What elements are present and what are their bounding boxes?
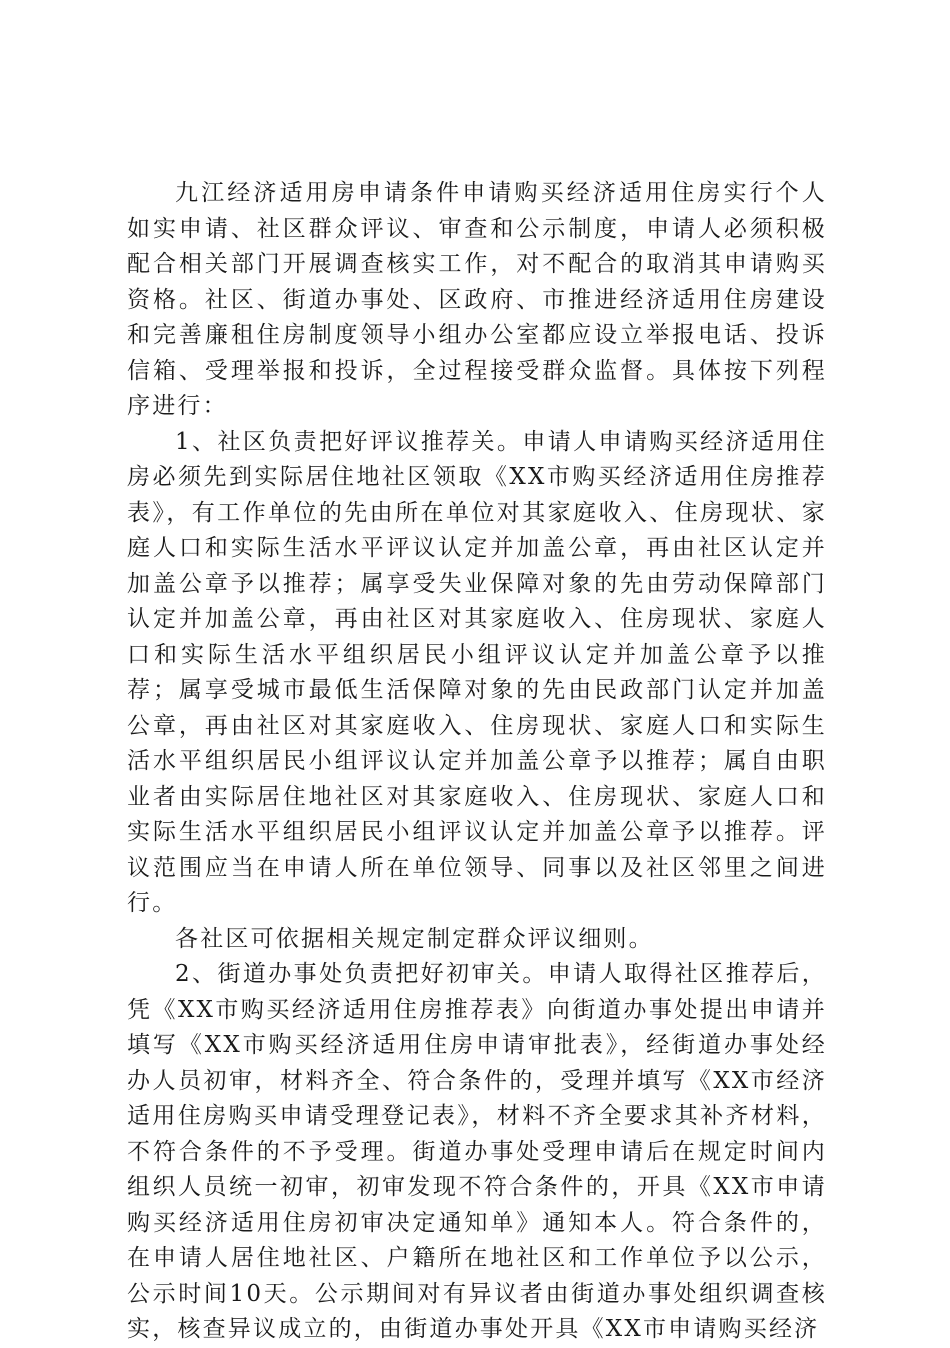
paragraph-intro: 九江经济适用房申请条件申请购买经济适用住房实行个人如实申请、社区群众评议、审查和公示制度，申请人必须积极配合相关部门开展调查核实工作，对不配合的取消其申请购买资格。社区、街道办事处、区政府、市推进经济适用住房建设和完善廉租住房制度领导小组办公室都应设立举报电话、投诉信箱、受理举报和投诉，全过程接受群众监督。具体按下列程序进行： bbox=[127, 180, 827, 419]
paragraph-note: 各社区可依据相关规定制定群众评议细则。 bbox=[175, 925, 654, 952]
paragraph-step-2: 2、街道办事处负责把好初审关。申请人取得社区推荐后，凭《XX市购买经济适用住房推荐表》向街道办事处提出申请并填写《XX市购买经济适用住房申请审批表》，经街道办事处经办人员初审，材料齐全、符合条件的，受理并填写《XX市经济适用住房购买申请受理登记表》，材料不齐全要求其补齐材料，不符合条件的不予受理。街道办事处受理申请后在规定时间内组织人员统一初审，初审发现不符合条件的，开具《XX市申请购买经济适用住房初审决定通知单》通知本人。符合条件的，在申请人居住地社区、户籍所在地社区和工作单位予以公示，公示时间10天。公示期间对有异议者由街道办事处组织调查核实，核查异议成立的，由街道办事处开具《XX市申请购买经济 bbox=[127, 961, 827, 1342]
paragraph-step-1: 1、社区负责把好评议推荐关。申请人申请购买经济适用住房必须先到实际居住地社区领取《XX市购买经济适用住房推荐表》，有工作单位的先由所在单位对其家庭收入、住房现状、家庭人口和实际生活水平评议认定并加盖公章，再由社区认定并加盖公章予以推荐；属享受失业保障对象的先由劳动保障部门认定并加盖公章，再由社区对其家庭收入、住房现状、家庭人口和实际生活水平组织居民小组评议认定并加盖公章予以推荐；属享受城市最低生活保障对象的先由民政部门认定并加盖公章，再由社区对其家庭收入、住房现状、家庭人口和实际生活水平组织居民小组评议认定并加盖公章予以推荐；属自由职业者由实际居住地社区对其家庭收入、住房现状、家庭人口和实际生活水平组织居民小组评议认定并加盖公章予以推荐。评议范围应当在申请人所在单位领导、同事以及社区邻里之间进行。 bbox=[127, 428, 827, 916]
document-page bbox=[127, 176, 827, 1348]
